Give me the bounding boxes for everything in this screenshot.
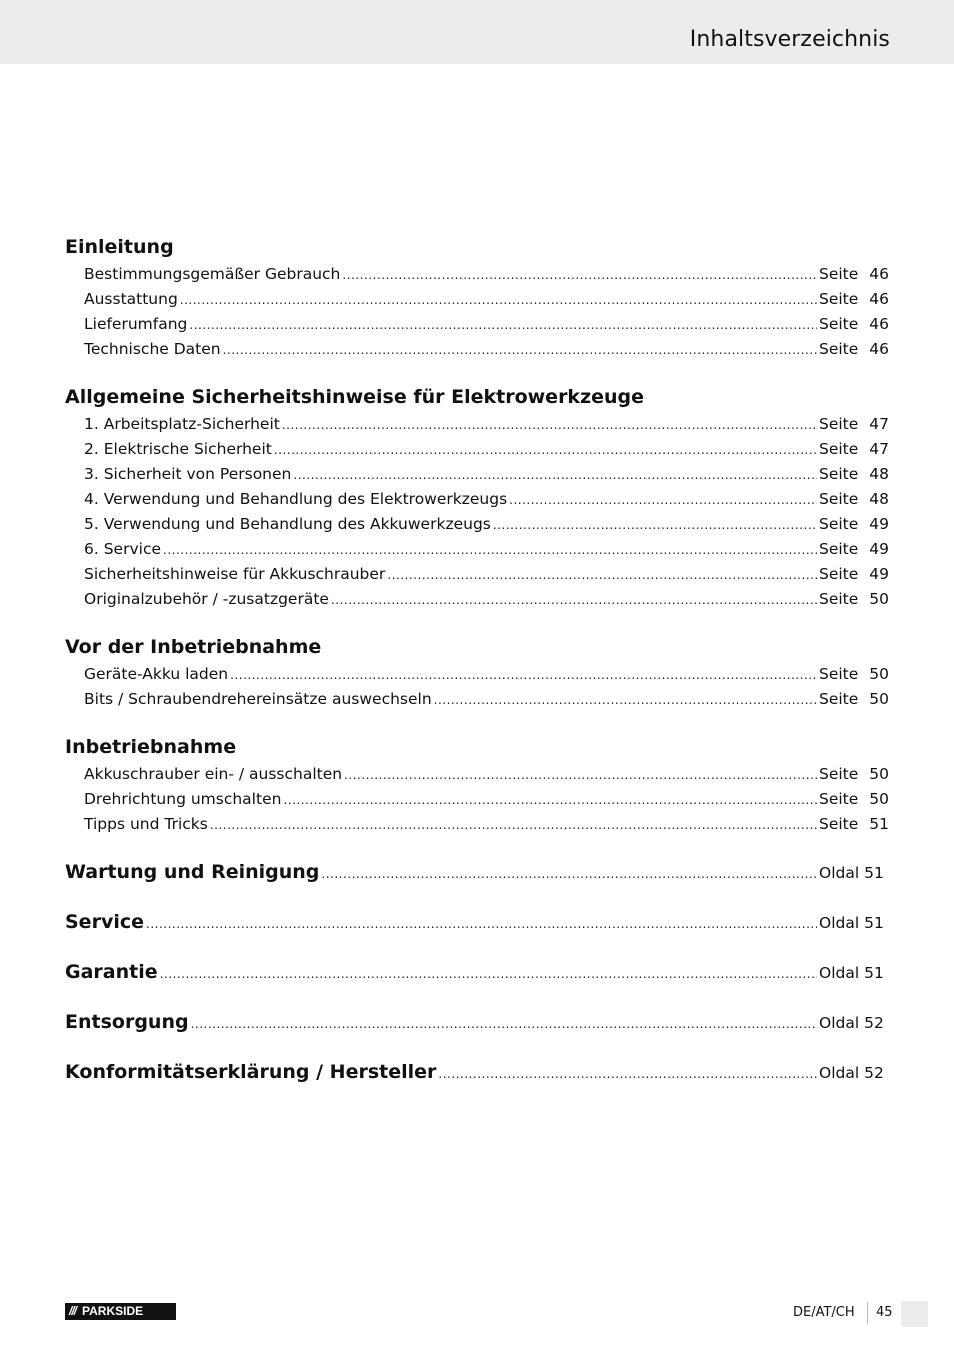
leader-dots <box>509 488 817 513</box>
leader-dots <box>191 999 817 1049</box>
entry-label: Technische Daten <box>84 340 221 358</box>
header-bar <box>0 0 954 64</box>
footer-divider <box>867 1302 868 1324</box>
toc-entry[interactable] <box>65 287 889 312</box>
toc-entry[interactable] <box>65 762 889 787</box>
toc-entry[interactable] <box>65 412 889 437</box>
toc-entry[interactable] <box>65 537 889 562</box>
section-title: Allgemeine Sicherheitshinweise für Elektrowerkzeuge <box>65 386 645 408</box>
entry-page: Seite 50 <box>819 590 889 608</box>
entry-page: Seite 50 <box>819 665 889 683</box>
entry-page: Seite 48 <box>819 465 889 483</box>
entry-label: Bestimmungsgemäßer Gebrauch <box>84 265 341 283</box>
leader-dots <box>180 288 817 313</box>
entry-label: 2. Elektrische Sicherheit <box>84 440 272 458</box>
leader-dots <box>387 563 817 588</box>
leader-dots <box>230 663 817 688</box>
entry-label: Drehrichtung umschalten <box>84 790 282 808</box>
toc-entry[interactable] <box>65 687 889 712</box>
entry-page: Seite 50 <box>819 790 889 808</box>
entry-label: Geräte-Akku laden <box>84 665 229 683</box>
main-entry-page: Oldal 52 <box>819 1014 884 1032</box>
toc-entry[interactable] <box>65 587 889 612</box>
entry-label: 1. Arbeitsplatz-Sicherheit <box>84 415 280 433</box>
entry-label: Bits / Schraubendrehereinsätze auswechseln <box>84 690 432 708</box>
entry-label: 4. Verwendung und Behandlung des Elektrowerkzeugs <box>84 490 508 508</box>
toc-entry[interactable] <box>65 787 889 812</box>
section-title: Einleitung <box>65 236 174 258</box>
entry-label: Originalzubehör / -zusatzgeräte <box>84 590 329 608</box>
entry-label: 6. Service <box>84 540 162 558</box>
toc-main-entry[interactable] <box>65 847 889 897</box>
entry-page: Seite 49 <box>819 565 889 583</box>
toc-main-entry[interactable] <box>65 897 889 947</box>
main-entry-page: Oldal 52 <box>819 1064 884 1082</box>
main-entry-label: Wartung und Reinigung <box>65 861 320 883</box>
entry-page: Seite 47 <box>819 415 889 433</box>
entry-page: Seite 51 <box>819 815 889 833</box>
section-title: Inbetriebnahme <box>65 736 237 758</box>
toc-entry[interactable] <box>65 337 889 362</box>
toc-section <box>65 382 889 612</box>
entry-page: Seite 49 <box>819 540 889 558</box>
leader-dots <box>223 338 817 363</box>
entry-page: Seite 50 <box>819 690 889 708</box>
logo-slashes: /// <box>69 1304 77 1318</box>
main-entry-label: Garantie <box>65 961 158 983</box>
entry-page: Seite 46 <box>819 315 889 333</box>
entry-page: Seite 46 <box>819 340 889 358</box>
entry-label: 3. Sicherheit von Personen <box>84 465 292 483</box>
leader-dots <box>210 813 817 838</box>
toc-entry[interactable] <box>65 662 889 687</box>
section-title: Vor der Inbetriebnahme <box>65 636 322 658</box>
main-entry-page: Oldal 51 <box>819 964 884 982</box>
parkside-logo <box>65 1303 176 1320</box>
toc-main-entry[interactable] <box>65 1047 889 1097</box>
leader-dots <box>342 263 817 288</box>
main-entry-label: Konformitätserklärung / Hersteller <box>65 1061 437 1083</box>
toc-main-entry[interactable] <box>65 947 889 997</box>
leader-dots <box>434 688 817 713</box>
footer-locale: DE/AT/CH <box>793 1305 855 1320</box>
entry-label: Akkuschrauber ein- / ausschalten <box>84 765 343 783</box>
toc-entry[interactable] <box>65 512 889 537</box>
toc-entry[interactable] <box>65 562 889 587</box>
leader-dots <box>163 538 817 563</box>
leader-dots <box>189 313 817 338</box>
entry-label: Lieferumfang <box>84 315 188 333</box>
toc-entry[interactable] <box>65 487 889 512</box>
toc-entry[interactable] <box>65 312 889 337</box>
toc-main-entry[interactable] <box>65 997 889 1047</box>
entry-label: 5. Verwendung und Behandlung des Akkuwerkzeugs <box>84 515 491 533</box>
toc-section <box>65 232 889 362</box>
leader-dots <box>493 513 817 538</box>
entry-label: Sicherheitshinweise für Akkuschrauber <box>84 565 386 583</box>
toc-section <box>65 732 889 837</box>
table-of-contents <box>65 232 889 1097</box>
entry-page: Seite 49 <box>819 515 889 533</box>
entry-page: Seite 46 <box>819 265 889 283</box>
leader-dots <box>331 588 817 613</box>
logo-text: PARKSIDE <box>82 1304 144 1318</box>
entry-label: Tipps und Tricks <box>84 815 208 833</box>
toc-entry[interactable] <box>65 262 889 287</box>
entry-page: Seite 46 <box>819 290 889 308</box>
leader-dots <box>344 763 817 788</box>
toc-entry[interactable] <box>65 437 889 462</box>
entry-page: Seite 50 <box>819 765 889 783</box>
leader-dots <box>321 849 817 899</box>
entry-label: Ausstattung <box>84 290 178 308</box>
entry-page: Seite 47 <box>819 440 889 458</box>
footer-page-number: 45 <box>876 1305 893 1320</box>
footer-tab <box>901 1301 928 1327</box>
toc-entry[interactable] <box>65 812 889 837</box>
leader-dots <box>293 463 817 488</box>
leader-dots <box>438 1049 817 1099</box>
leader-dots <box>160 949 817 999</box>
toc-section <box>65 632 889 712</box>
leader-dots <box>283 788 817 813</box>
main-entry-label: Service <box>65 911 144 933</box>
toc-entry[interactable] <box>65 462 889 487</box>
main-entry-page: Oldal 51 <box>819 864 884 882</box>
leader-dots <box>274 438 817 463</box>
leader-dots <box>282 413 817 438</box>
main-entry-label: Entsorgung <box>65 1011 189 1033</box>
entry-page: Seite 48 <box>819 490 889 508</box>
main-entry-page: Oldal 51 <box>819 914 884 932</box>
page-title: Inhaltsverzeichnis <box>689 27 890 52</box>
leader-dots <box>146 899 817 949</box>
